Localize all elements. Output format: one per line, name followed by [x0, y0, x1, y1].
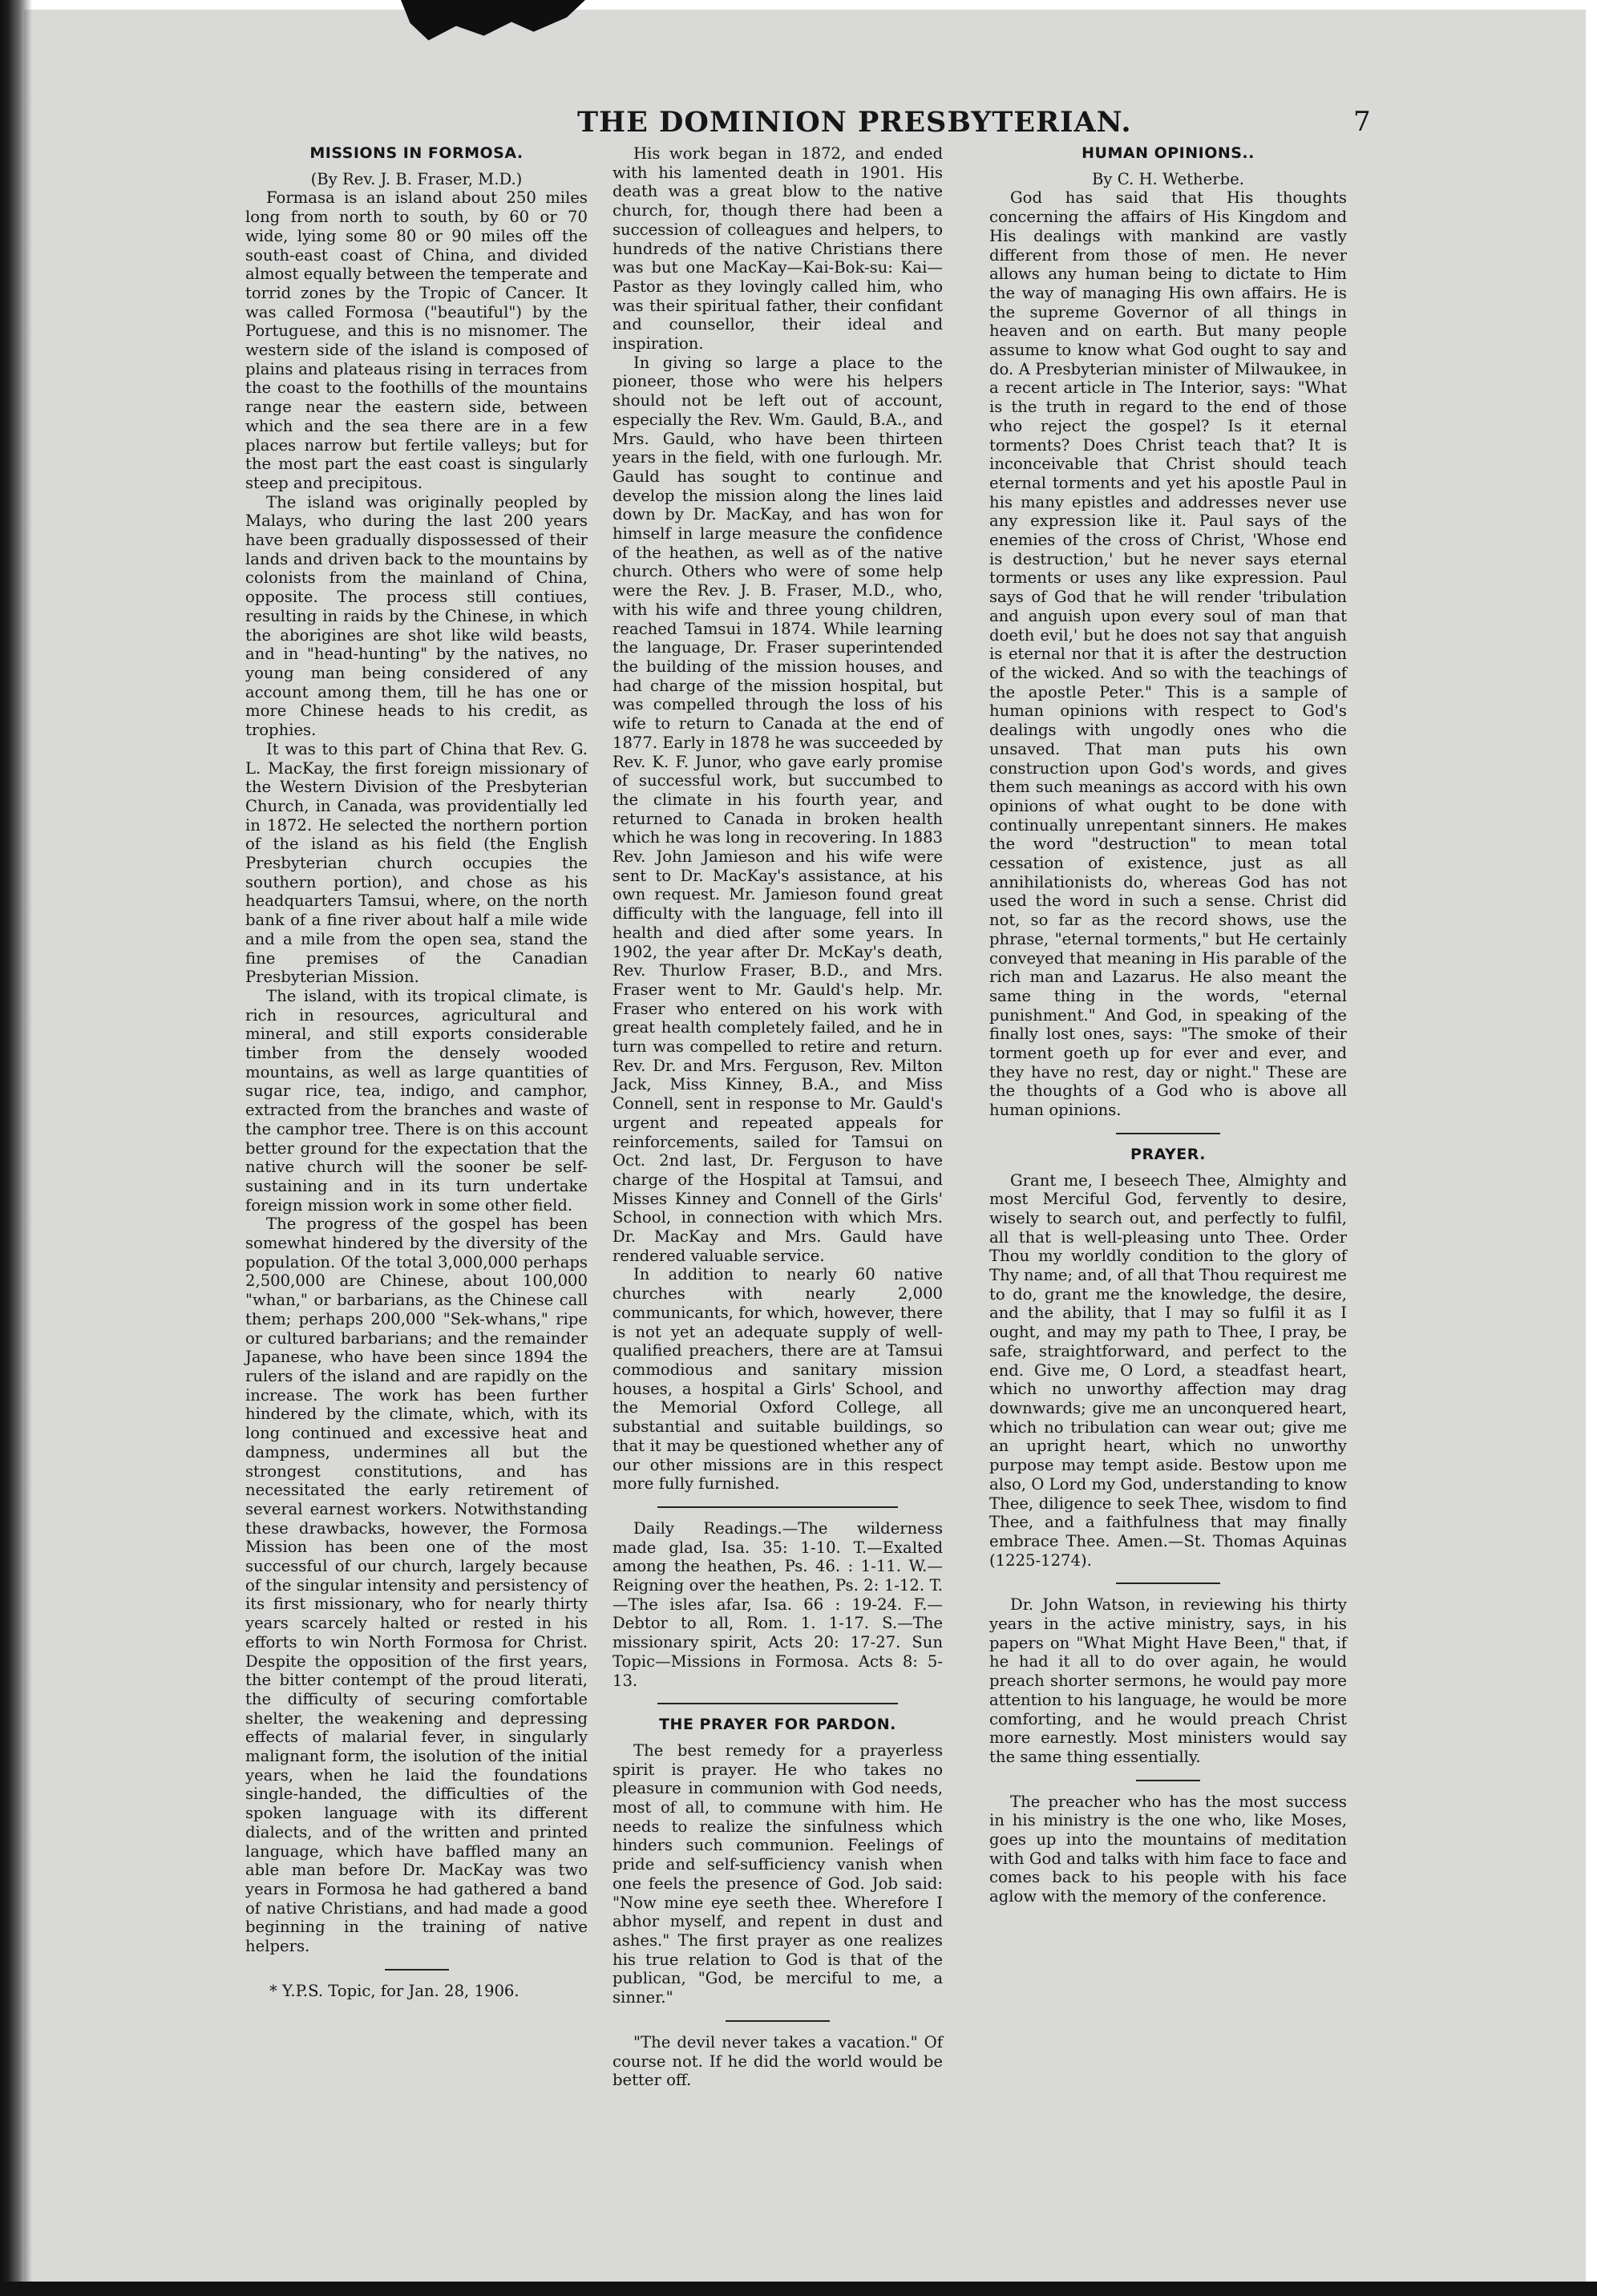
missions-paragraph-8: In addition to nearly 60 native churches with nearly 2,000 communicants, for which, however, there is not yet an adequate supply of well-qualified preachers, there are at Tamsui commodious and sanitary mission houses, a hospital a Girls' School, and the Memorial Oxford College, all substantial and suitable buildings, so that it may be questioned whether any of our other missions are in this respect more fully furnished.: [613, 1265, 943, 1494]
human-opinions-text: God has said that His thoughts concerning the affairs of His Kingdom and His dealings with mankind are vastly different from those of men. He never allows any human being to dictate to Him the way of managing His own affairs. He is the supreme Governor of all things in heaven and on earth. But many people assume to know what God ought to say and do. A Presbyterian minister of Milwaukee, in a recent article in The Interior, says: "What is the truth in regard to the end of those who reject the gospel? Is it eternal torments? Does Christ teach that? It is inconceivable that Christ should teach eternal torments and yet his apostle Paul in his many epistles and addresses never use any expression like it. Paul says of the enemies of the cross of Christ, 'Whose end is destruction,' but he never says eternal torments or uses any like expression. Paul says of God that he will render 'tribulation and anguish upon every soul of man that doeth evil,' but he does not say that anguish is eternal nor that it is after the destruction of the wicked. And so with the teachings of the apostle Peter." This is a sample of human opinions with respect to God's dealings with ungodly ones who die unsaved. That man puts his own construction upon God's words, and gives them such meanings as accord with his own opinions of what ought to be done with continually unrepentant sinners. He makes the word "destruction" to mean total cessation of existence, just as all annihilationists do, whereas God has not used the word in such a sense. Christ did not, so far as the record shows, use the phrase, "eternal torments," but He certainly conveyed that meaning in His parable of the rich man and Lazarus. He also meant the same thing in the words, "eternal punishment." And God, in speaking of the finally lost ones, says: "The smoke of their torment goeth up for ever and ever, and they have no rest, day or night." These are the thoughts of a God who is above all human opinions.: [989, 188, 1347, 1120]
byline-fraser: (By Rev. J. B. Fraser, M.D.): [310, 169, 523, 188]
missions-paragraph-6: His work began in 1872, and ended with his lamented death in 1901. His death was a great blow to the native church, for, though there had been a succession of colleagues and helpers, to hundreds of the native Christians there was but one MacKay—Kai-Bok-su: Kai—Pastor as they lovingly called him, who was their spiritual father, their confidant and counsellor, their ideal and inspiration.: [613, 144, 943, 354]
article-title-prayer-for-pardon: THE PRAYER FOR PARDON.: [659, 1716, 896, 1734]
prayer-text: Grant me, I beseech Thee, Almighty and most Merciful God, fervently to desire, wisely to search out, and perfectly to fulfil, all that is well-pleasing unto Thee. Order Thou my worldly condition to the glory of Thy name; and, of all that Thou requirest me to do, grant me the knowledge, the desire, and the ability, that I may so fulfil it as I ought, and may my path to Thee, I pray, be safe, straightforward, and perfect to the end. Give me, O Lord, a steadfast heart, which no unworthy affection may drag downwards; give me an unconquered heart, which no tribulation can wear out; give me an upright heart, which no unworthy purpose may tempt aside. Bestow upon me also, O Lord my God, understanding to know Thee, diligence to seek Thee, wisdom to find Thee, and a faithfulness that may finally embrace Thee. Amen.—St. Thomas Aquinas (1225-1274).: [989, 1170, 1347, 1570]
divider: [657, 1506, 898, 1508]
watson-paragraph: Dr. John Watson, in reviewing his thirty years in the active ministry, says, in his papers on "What Might Have Been," that, if he had it all to do over again, he would preach shorter sermons, he would pay more attention to his language, he would be more comforting, and he would preach Christ more earnestly. Most ministers would say the same thing essentially.: [989, 1595, 1347, 1766]
footnote: * Y.P.S. Topic, for Jan. 28, 1906.: [269, 1981, 520, 2000]
article-title-missions: MISSIONS IN FORMOSA.: [309, 144, 524, 162]
column-human-opinions: [989, 144, 1347, 1906]
divider: [1136, 1780, 1200, 1781]
page-left-edge: [0, 0, 32, 2296]
devil-quote: "The devil never takes a vacation." Of course not. If he did the world would be better off.: [613, 2032, 943, 2090]
divider: [726, 2020, 830, 2022]
missions-paragraph-3: It was to this part of China that Rev. G. L. MacKay, the first foreign missionary of the Western Division of the Presbyterian Church, in Canada, was providentially led in 1872. He selected the northern portion of the island as his field (the English Presbyterian church occupies the southern portion), and chose as his headquarters Tamsui, where, on the north bank of a fine river about half a mile wide and a mile from the open sea, stand the fine premises of the Canadian Presbyterian Mission.: [245, 739, 588, 987]
missions-paragraph-1: Formasa is an island about 250 miles long from north to south, by 60 or 70 wide, lying some 80 or 90 miles off the south-east coast of China, and divided almost equally between the temperate and torrid zones by the Tropic of Cancer. It was called Formosa ("beautiful") by the Portuguese, and this is no misnomer. The western side of the island is composed of plains and plateaus rising in terraces from the coast to the foothills of the mountains range near the eastern side, between which and the sea there are in a few places narrow but fertile valleys; but for the most part the east coast is singularly steep and precipitous.: [245, 188, 588, 492]
missions-paragraph-4: The island, with its tropical climate, is rich in resources, agricultural and mineral, and still exports considerable timber from the densely wooded mountains, as well as large quantities of sugar rice, tea, indigo, and camphor, extracted from the branches and waste of the camphor tree. There is on this account better ground for the expectation that the native church will the sooner be self-sustaining and in its turn undertake foreign mission work in some other field.: [245, 986, 588, 1215]
article-title-prayer: PRAYER.: [1130, 1145, 1206, 1163]
missions-paragraph-7: In giving so large a place to the pioneer, those who were his helpers should not be left out of account, especially the Rev. Wm. Gauld, B.A., and Mrs. Gauld, who have been thirteen years in the field, with one furlough. Mr. Gauld has sought to continue and develop the mission along the lines laid down by Dr. MacKay, and has won for himself in large measure the confidence of the heathen, as well as of the native church. Others who were of some help were the Rev. J. B. Fraser, M.D., who, with his wife and three young children, reached Tamsui in 1874. While learning the language, Dr. Fraser superintended the building of the mission houses, and had charge of the mission hospital, but was compelled through the loss of his wife to return to Canada at the end of 1877. Early in 1878 he was succeeded by Rev. K. F. Junor, who gave early promise of successful work, but succumbed to the climate in his fourth year, and returned to Canada in broken health which he was long in recovering. In 1883 Rev. John Jamieson and his wife were sent to Dr. MacKay's assistance, at his own request. Mr. Jamieson found great difficulty with the language, fell into ill health and died after some years. In 1902, the year after Dr. McKay's death, Rev. Thurlow Fraser, B.D., and Mrs. Fraser went to Mr. Gauld's help. Mr. Fraser who entered on his work with great health completely failed, and he in turn was compelled to retire and return. Rev. Dr. and Mrs. Ferguson, Rev. Milton Jack, Miss Kinney, B.A., and Miss Connell, sent in response to Mr. Gauld's urgent and repeated appeals for reinforcements, sailed for Tamsui on Oct. 2nd last, Dr. Ferguson to have charge of the Hospital at Tamsui, and Misses Kinney and Connell of the Girls' School, in connection with which Mrs. Dr. MacKay and Mrs. Gauld have rendered valuable service.: [613, 353, 943, 1265]
page-number: 7: [1353, 106, 1371, 138]
masthead-title: THE DOMINION PRESBYTERIAN.: [577, 106, 1132, 139]
missions-paragraph-2: The island was originally peopled by Malays, who during the last 200 years have been gradually dispossessed of their lands and driven back to the mountains by colonists from the mainland of China, opposite. The process still contiues, resulting in raids by the Chinese, in which the aborigines are shot like wild beasts, and in "head-hunting" by the natives, no young man being considered of any account among them, till he has one or more Chinese heads to his credit, as trophies.: [245, 492, 588, 740]
divider: [657, 1703, 898, 1704]
divider: [1116, 1583, 1220, 1584]
missions-paragraph-5: The progress of the gospel has been somewhat hindered by the diversity of the population. Of the total 3,000,000 perhaps 2,500,000 are Chinese, about 100,000 "whan," or barbarians, as the Chinese call them; perhaps 200,000 "Sek-whans," ripe or cultured barbarians; and the remainder Japanese, who have been since 1894 the rulers of the island and are rapidly on the increase. The work has been further hindered by the climate, which, with its long continued and excessive heat and dampness, undermines all but the strongest constitutions, and has necessitated the early retirement of several earnest workers. Notwithstanding these drawbacks, however, the Formosa Mission has been one of the most successful of our church, largely because of the singular intensity and persistency of its first missionary, who for nearly thirty years scarcely halted or rested in his efforts to win North Formosa for Christ. Despite the opposition of the first years, the bitter contempt of the proud literati, the difficulty of securing comfortable shelter, the weakening and depressing effects of malarial fever, in singularly malignant form, the isolution of the initial years, when he laid the foundations single-handed, the difficulties of the spoken language with its different dialects, and of the written and printed language, which have baffled many an able man before Dr. MacKay was two years in Formosa he had gathered a band of native Christians, and had made a good beginning in the training of native helpers.: [245, 1215, 588, 1956]
prayer-for-pardon-text: The best remedy for a prayerless spirit is prayer. He who takes no pleasure in communion with God needs, most of all, to commune with him. He needs to realize the sinfulness which hinders such communion. Feelings of pride and self-sufficiency vanish when one feels the presence of God. Job said: "Now mine eye seeth thee. Wherefore I abhor myself, and repent in dust and ashes." The first prayer as one realizes his true relation to God is that of the publican, "God, be merciful to me, a sinner.": [613, 1740, 943, 2007]
divider: [385, 1969, 449, 1971]
column-missions: [245, 144, 588, 2001]
article-title-human-opinions: HUMAN OPINIONS..: [1082, 144, 1255, 162]
byline-wetherbe: By C. H. Wetherbe.: [1092, 169, 1244, 188]
preacher-paragraph: The preacher who has the most success in his ministry is the one who, like Moses, goes up into the mountains of meditation with God and talks with him face to face and comes back to his people with his face aglow with the memory of the conference.: [989, 1792, 1347, 1906]
daily-readings: Daily Readings.—The wilderness made glad, Isa. 35: 1-10. T.—Exalted among the heathen, Ps. 46. : 1-11. W.—Reigning over the heathen, Ps. 2: 1-12. T.—The isles afar, Isa. 66 : 19-24. F.—Debtor to all, Rom. 1. 1-17. S.—The missionary spirit, Acts 20: 17-27. Sun Topic—Missions in Formosa. Acts 8: 5-13.: [613, 1518, 943, 1690]
page-bottom-edge: [0, 2282, 1597, 2296]
divider: [1116, 1133, 1220, 1134]
column-continuation: [613, 144, 943, 2090]
